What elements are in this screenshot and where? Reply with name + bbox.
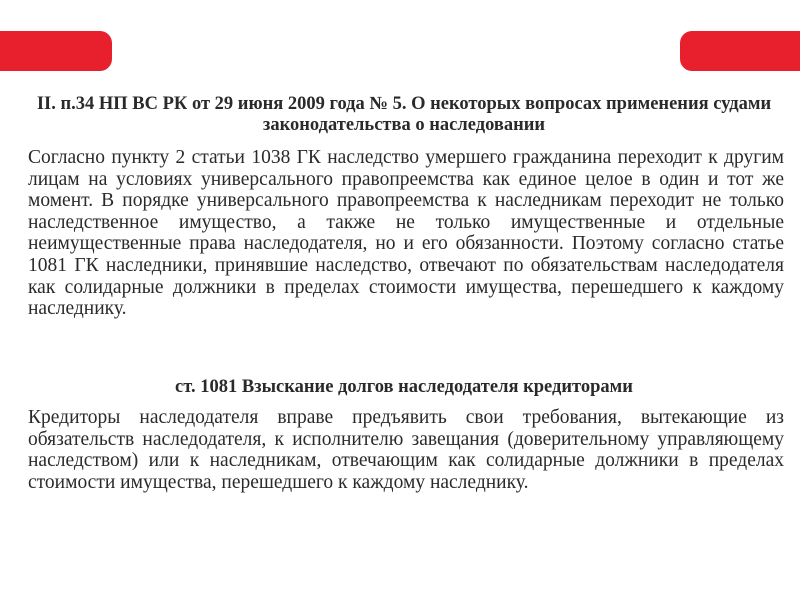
section-1-heading: II. п.34 НП ВС РК от 29 июня 2009 года № 5. О некоторых вопросах применения судами законодательства о наследовании bbox=[36, 94, 772, 135]
section-2-paragraph: Кредиторы наследодателя вправе предъявить свои требования, вытекающие из обязательств наследодателя, к исполнителю завещания (доверительному управляющему наследством) или к наследникам, отвечающим как солидарные должники в пределах стоимости имущества, перешедшего к каждому наследнику. bbox=[28, 407, 784, 493]
section-1-paragraph: Согласно пункту 2 статьи 1038 ГК наследство умершего гражданина переходит к другим лицам на условиях универсального правопреемства как единое целое в один и тот же момент. В порядке универсального правопреемства к наследникам переходит не только наследственное имущество, а также не только имущественные и отдельные неимущественные права наследодателя, но и его обязанности. Поэтому согласно статье 1081 ГК наследники, принявшие наследство, отвечают по обязательствам наследодателя как солидарные должники в пределах стоимости имущества, перешедшего к каждому наследнику. bbox=[28, 147, 784, 320]
red-tab-right-decoration bbox=[680, 31, 800, 71]
section-2-heading: ст. 1081 Взыскание долгов наследодателя кредиторами bbox=[175, 377, 633, 397]
red-tab-left-decoration bbox=[0, 31, 112, 71]
